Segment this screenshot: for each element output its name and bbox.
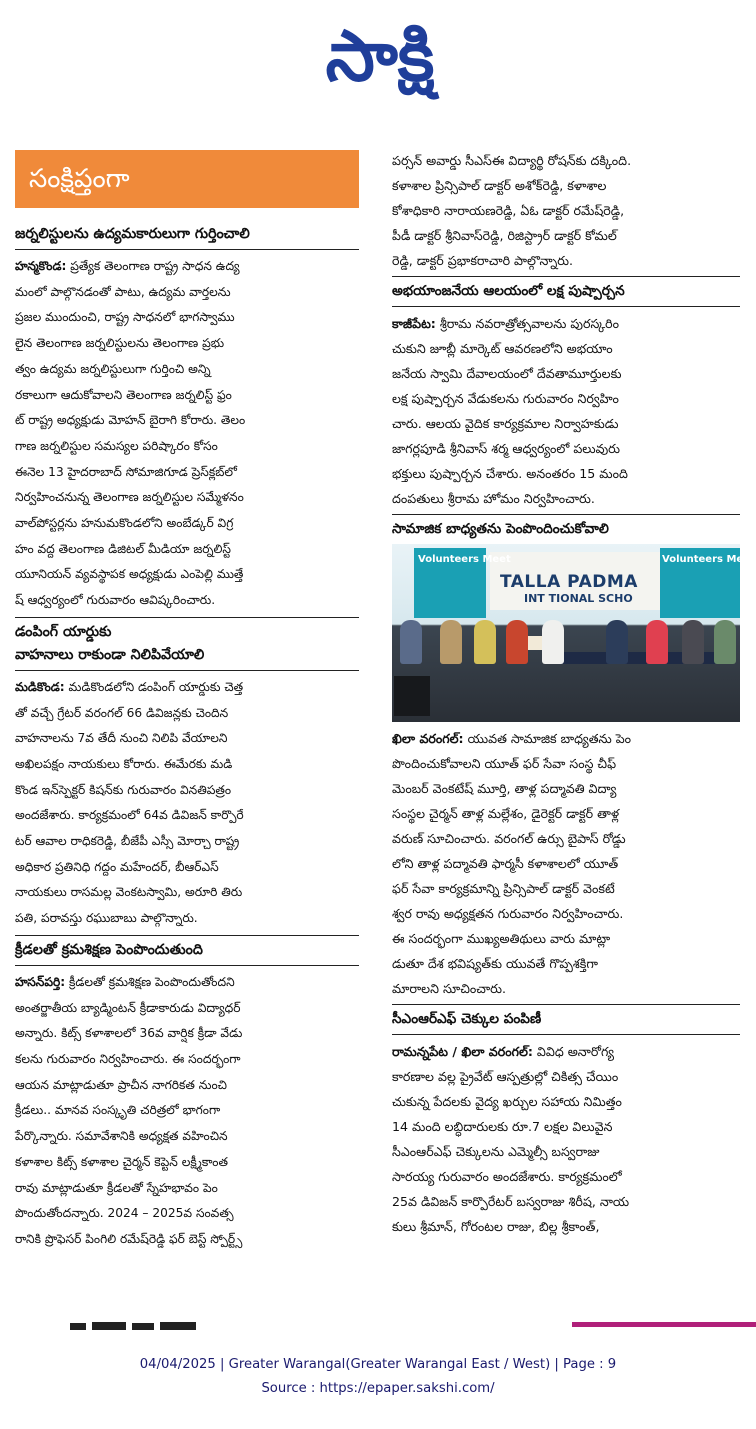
body-text: క్రీడలతో క్రమశిక్షణ పెంపొందుతోందని [65, 974, 235, 989]
body-line: 14 మంది లబ్ధిదారులకు రూ.7 లక్షల విలువైన [392, 1119, 613, 1134]
left-column [15, 222, 359, 1253]
photo-sign: TALLA PADMA [500, 572, 638, 592]
divider [392, 1004, 740, 1005]
body-line: యూనియన్ వ్యవస్థాపక అధ్యక్షుడు ఎంపెల్లి ముత్తే [15, 567, 244, 582]
article-body [392, 726, 740, 1001]
body-line: గాణ జర్నలిస్టుల సమస్యల పరిష్కారం కోసం [15, 438, 218, 453]
body-line: రకాలుగా ఆదుకోవాలని తెలంగాణ జర్నలిస్ట్ ఫ్రం [15, 387, 232, 402]
logo-text: సాక్షి [325, 15, 435, 97]
body-lines [392, 336, 740, 511]
body-line: పొందించుకోవాలని యూత్ ఫర్ సేవా సంస్థ చీఫ్ [392, 756, 617, 771]
article-body [15, 675, 359, 932]
body-line: కారణాల వల్ల ప్రైవేట్ ఆస్పత్రుల్లో చికిత్స చేయిం [392, 1069, 619, 1084]
body-line: లోని తాళ్ల పద్మావతి ఫార్మసీ కళాశాలలో యూత్ [392, 856, 619, 871]
body-line: జనేయ స్వామి దేవాలయంలో దేవతామూర్తులకు [392, 366, 622, 381]
body-line: సంస్థల చైర్మన్ తాళ్ల మల్లేశం, డైరెక్టర్ డాక్టర్ తాళ్ల [392, 806, 620, 821]
article-headline: అభయాంజనేయ ఆలయంలో లక్ష పుష్పార్చన [392, 283, 625, 299]
article-body [15, 970, 359, 1253]
body-line: తో వచ్చే గ్రేటర్ వరంగల్ 66 డివిజన్లకు చెందిన [15, 705, 229, 720]
body-line: మారాలని సూచించారు. [392, 981, 506, 996]
body-line: ఈ సందర్భంగా ముఖ్యఅతిథులు వారు మాట్లా [392, 931, 611, 946]
body-lines [15, 701, 359, 932]
article-headline: డంపింగ్ యార్డుకు [15, 623, 112, 640]
body-lines [15, 996, 359, 1253]
body-line: కళాశాల ప్రిన్సిపాల్ డాక్టర్ అశోక్‌రెడ్డి, కళాశాల [392, 178, 607, 193]
body-line: సీఎంఆర్‌ఎఫ్ చెక్కులను ఎమ్మెల్సీ బస్వరాజు [392, 1144, 600, 1159]
photo-speaker [394, 676, 430, 716]
news-photo [392, 544, 755, 722]
body-lines [392, 1064, 740, 1239]
body-line: నాయకులు రాసమల్ల వెంకటస్వామి, అరూరి తిరు [15, 885, 243, 900]
photo-person [542, 620, 564, 664]
divider [15, 617, 359, 618]
body-lines [392, 751, 740, 1001]
body-line: హం వద్ద తెలంగాణ డిజిటల్ మీడియా జర్నలిస్ట్ [15, 541, 231, 556]
body-text: శ్రీరామ నవరాత్రోత్సవాలను పురస్కరిం [435, 316, 620, 331]
cut-off-headline-fragment [70, 1320, 200, 1332]
dateline: రామన్నపేట / ఖిలా వరంగల్: [392, 1044, 533, 1059]
body-line: టర్ ఆవాల రాధికరెడ్డి, బీజేపీ ఎస్సీ మోర్చా రాష్ట్ర [15, 834, 240, 849]
footer-source-link[interactable]: Source : https://epaper.sakshi.com/ [261, 1381, 495, 1396]
body-line: సారయ్య గురువారం అందజేశారు. కార్యక్రమంలో [392, 1169, 622, 1184]
body-line: మెంబర్ వెంకటేష్ మూర్తి, తాళ్ల పద్మావతి విద్యా [392, 781, 617, 796]
body-line: రానికి ప్రొఫెసర్ పింగిలి రమేష్‌రెడ్డి ఫర్ బెస్ట్ స్పోర్ట్స్ [15, 1231, 243, 1246]
article-headline: వాహనాలు రాకుండా నిలిపివేయాలి [15, 646, 205, 663]
body-line: పేర్కొన్నారు. సమావేశానికి అధ్యక్షత వహించిన [15, 1129, 228, 1144]
article-body [392, 1039, 740, 1239]
body-line: జాగర్లపూడి శ్రీనివాస్ శర్మ ఆధ్వర్యంలో పలువురు [392, 441, 620, 456]
body-line: కలను గురువారం నిర్వహించారు. ఈ సందర్భంగా [15, 1051, 241, 1066]
photo-person [440, 620, 462, 664]
body-line: మంలో పాల్గొనడంతో పాటు, ఉద్యమ వార్తలను [15, 284, 231, 299]
body-line: చారు. ఆలయ వైదిక కార్యక్రమాల నిర్వాహకుడు [392, 416, 619, 431]
body-line: వరుణ్ సూచించారు. వరంగల్ ఉర్సు బైపాస్ రోడ్డు [392, 831, 626, 846]
body-line: ఫర్ సేవా కార్యక్రమాన్ని ప్రిన్సిపాల్ డాక్టర్ వెంకటే [392, 881, 615, 896]
body-line: భక్తులు పుష్పార్చన చేశారు. అనంతరం 15 మంది [392, 466, 628, 481]
body-line: వాల్‌పోస్టర్లను హనుమకొండలోని అంబేడ్కర్ విగ్ర [15, 516, 234, 531]
body-text: వివిధ అనారోగ్య [532, 1044, 615, 1059]
body-line: పర్సన్ అవార్డు సీఎస్‌ఈ విద్యార్థి రోషన్‌కు దక్కింది. [392, 153, 632, 168]
body-text: మడికొండలోని డంపింగ్ యార్డుకు చెత్త [64, 679, 244, 694]
body-line: అధికార ప్రతినిధి గద్దం మహేందర్, బీఆర్‌ఎస్ [15, 859, 219, 874]
article-body [392, 311, 740, 511]
photo-banner-text: Volunteers Meet [418, 554, 511, 565]
photo-person [400, 620, 422, 664]
photo-person [474, 620, 496, 664]
body-line: పతి, పరావస్తు రఘుబాబు పాల్గొన్నారు. [15, 911, 198, 926]
article-body [15, 254, 359, 614]
photo-person [506, 620, 528, 664]
body-line: చుకున్న పేదలకు వైద్య ఖర్చుల సహాయ నిమిత్తం [392, 1094, 622, 1109]
divider [392, 1034, 740, 1035]
body-line: కళాశాల కిట్స్ కళాశాల చైర్మన్ కెప్టెన్ లక్ష్మీకాంత [15, 1154, 228, 1169]
article-headline: క్రీడలతో క్రమశిక్షణ పెంపొందుతుంది [15, 941, 203, 958]
body-line: రావు మాట్లాడుతూ క్రీడలతో స్నేహభావం పెం [15, 1180, 218, 1195]
body-line: కోశాధికారి నారాయణరెడ్డి, ఏఓ డాక్టర్ రమేష్‌రెడ్డి, [392, 203, 625, 218]
footer-edition-info: 04/04/2025 | Greater Warangal(Greater Warangal East / West) | Page : 9 [139, 1357, 617, 1372]
body-line: ట్ రాష్ట్ర అధ్యక్షుడు మోహన్ బైరాగి కోరారు. తెలం [15, 413, 246, 428]
photo-person [714, 620, 736, 664]
body-line: త్వం ఉద్యమ జర్నలిస్టులుగా గుర్తించి అన్ని [15, 361, 211, 376]
section-banner [15, 150, 359, 208]
article-headline: సామాజిక బాధ్యతను పెంపొందించుకోవాలి [392, 521, 609, 537]
right-column [392, 148, 755, 1239]
divider [15, 249, 359, 250]
dateline: హసన్‌పర్తి: [15, 974, 66, 989]
divider [15, 670, 359, 671]
article-headline: జర్నలిస్టులను ఉద్యమకారులుగా గుర్తించాలి [15, 226, 250, 242]
photo-person [646, 620, 668, 664]
body-line: అఖిలపక్షం నాయకులు కోరారు. ఈమేరకు మడి [15, 756, 233, 771]
body-line: ష్ ఆధ్వర్యంలో గురువారం ఆవిష్కరించారు. [15, 593, 216, 608]
dateline: ఖిలా వరంగల్: [392, 731, 464, 746]
body-line: నిర్వహించనున్న తెలంగాణ జర్నలిస్టుల సమ్మేళనం [15, 490, 244, 505]
photo-person [606, 620, 628, 664]
body-line: రెడ్డి, డాక్టర్ ప్రభాకరాచారి పాల్గొన్నారు. [392, 253, 574, 268]
body-line: శ్వర రావు అధ్యక్షతన గురువారం నిర్వహించారు. [392, 906, 624, 921]
body-line: 25వ డివిజన్ కార్పొరేటర్ బస్వరాజు శిరీష, నాయ [392, 1194, 630, 1209]
sakshi-logo [280, 14, 480, 96]
body-text: యువత సామాజిక బాధ్యతను పెం [463, 731, 632, 746]
body-line: అందజేశారు. కార్యక్రమంలో 64వ డివిజన్ కార్పొరే [15, 808, 244, 823]
photo-banner-text: Volunteers Meet [662, 554, 755, 565]
body-line: పొందుతోందన్నారు. 2024 – 2025వ సంవత్స [15, 1206, 234, 1221]
body-line: వాహనాలను 7వ తేదీ నుంచి నిలిపి వేయాలని [15, 731, 228, 746]
page-accent-bar [572, 1322, 756, 1327]
body-line: క్రీడలు.. మానవ సంస్కృతి చరిత్రలో భాగంగా [15, 1103, 221, 1118]
body-lines [15, 280, 359, 614]
body-line: చుకుని జూబ్లీ మార్కెట్ ఆవరణలోని అభయాం [392, 341, 613, 356]
divider [392, 276, 740, 277]
section-title: సంక్షిప్తంగా [29, 164, 130, 194]
body-line: కులు శ్రీమాన్, గోరంటల రాజు, బిల్ల శ్రీకాంత్, [392, 1219, 600, 1234]
article-headline: సీఎంఆర్‌ఎఫ్ చెక్కుల పంపిణీ [392, 1011, 542, 1027]
body-line: కొండ ఇన్‌స్పెక్టర్ కిషన్‌కు గురువారం వినతిపత్రం [15, 782, 232, 797]
body-line: ప్రజల ముందుంచి, రాష్ట్ర సాధనలో భాగస్వాము [15, 310, 235, 325]
divider [392, 306, 740, 307]
continued-body [392, 148, 740, 273]
photo-sign: INT TIONAL SCHO [524, 592, 633, 605]
body-line: ఆయన మాట్లాడుతూ ప్రాచీన నాగరికత నుంచి [15, 1077, 228, 1092]
body-line: ఈనెల 13 హైదరాబాద్ సోమాజిగూడ ప్రెస్‌క్లబ్‌లో [15, 464, 237, 479]
dateline: కాజీపేట: [392, 316, 436, 331]
dateline: హన్మకొండ: [15, 259, 67, 273]
body-text: ప్రత్యేక తెలంగాణ రాష్ట్ర సాధన ఉద్య [66, 259, 240, 273]
photo-person [682, 620, 704, 664]
dateline: మడికొండ: [15, 679, 65, 694]
divider [392, 514, 740, 515]
body-line: లైన తెలంగాణ జర్నలిస్టులను తెలంగాణ ప్రభు [15, 336, 225, 351]
body-line: పీడీ డాక్టర్ శ్రీనివాస్‌రెడ్డి, రిజిస్ట్రార్ డాక్టర్ కోమల్ [392, 228, 617, 243]
body-line: అన్నారు. కిట్స్ కళాశాలలో 36వ వార్షిక క్రీడా వేడు [15, 1026, 243, 1041]
body-line: అంతర్జాతీయ బ్యాడ్మింటన్ క్రీడాకారుడు విద్యాధర్ [15, 1000, 241, 1015]
divider [15, 965, 359, 966]
divider [15, 935, 359, 936]
body-line: లక్ష పుష్పార్చన వేడుకలను గురువారం నిర్వహిం [392, 391, 619, 406]
body-line: డుతూ దేశ భవిష్యత్‌కు యువతే గొప్పశక్తిగా [392, 956, 598, 971]
body-line: దంపతులు శ్రీరామ హోమం నిర్వహించారు. [392, 491, 595, 506]
